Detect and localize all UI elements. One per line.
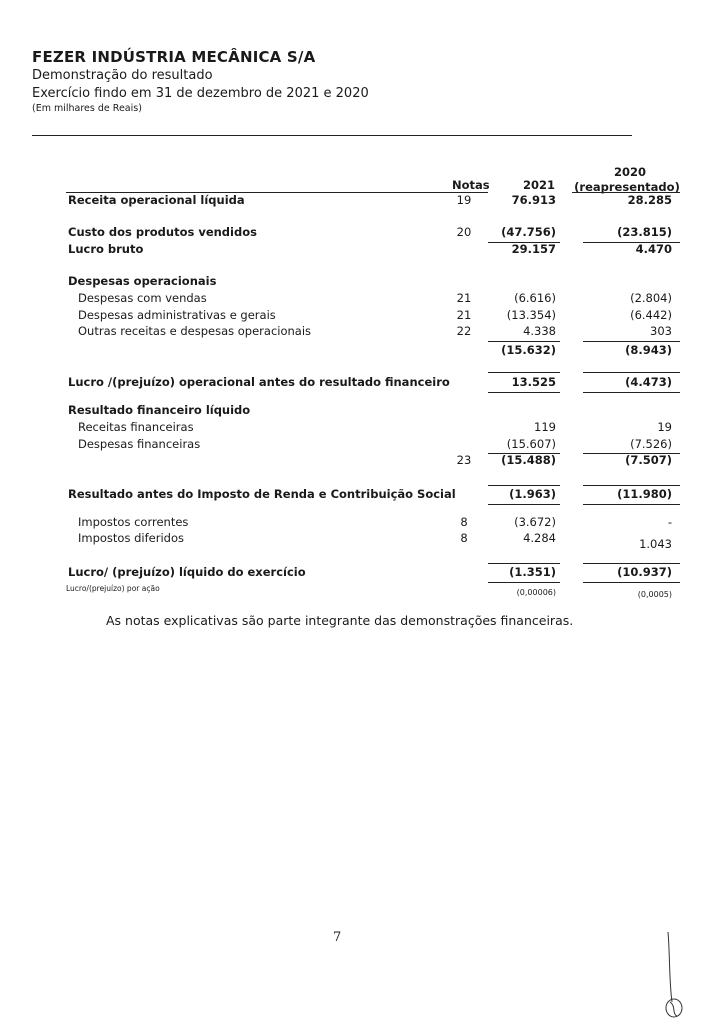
row-value-2020: 1.043 [639, 537, 672, 551]
row-value-2020: - [667, 515, 672, 529]
row-value-2020: 303 [650, 324, 672, 338]
row-value-2021: (6.616) [514, 291, 556, 305]
row-value-2021: (15.632) [501, 343, 556, 357]
row-other-operating [0, 324, 709, 340]
header-underline [66, 192, 488, 193]
row-selling-expenses [0, 291, 709, 307]
row-label: Custo dos produtos vendidos [68, 225, 257, 239]
rule-2021 [488, 453, 560, 454]
column-header-2020: 2020 [613, 165, 646, 179]
row-label: Lucro bruto [68, 242, 144, 256]
row-note: 21 [456, 308, 472, 322]
footnote: As notas explicativas são parte integrante das demonstrações financeiras. [106, 613, 574, 628]
row-label: Despesas com vendas [78, 291, 207, 305]
statement-units: (Em milhares de Reais) [32, 103, 142, 114]
rule-2021 [488, 582, 560, 583]
rule-2020 [583, 485, 680, 486]
row-net-income [0, 565, 709, 581]
row-value-2020: (6.442) [630, 308, 672, 322]
rule-2020 [583, 341, 680, 342]
row-label: Outras receitas e despesas operacionais [78, 324, 312, 338]
row-label: Despesas financeiras [78, 437, 201, 451]
row-value-2021: (3.672) [514, 515, 556, 529]
row-value-2020: 19 [657, 420, 672, 434]
row-operating-expenses-heading [0, 274, 709, 290]
row-value-2020: (7.526) [630, 437, 672, 451]
row-note: 23 [456, 453, 472, 467]
row-value-2021: (0,00006) [516, 588, 556, 597]
row-value-2020: (2.804) [630, 291, 672, 305]
row-value-2021: (47.756) [501, 225, 556, 239]
row-value-2021: (1.351) [509, 565, 556, 579]
rule-2020 [583, 504, 680, 505]
row-earnings-per-share [0, 584, 709, 600]
row-value-2020: (8.943) [625, 343, 672, 357]
row-value-2020: 4.470 [635, 242, 672, 256]
signature-mark [660, 930, 690, 1020]
row-value-2021: 119 [534, 420, 556, 434]
row-financial-expenses [0, 437, 709, 453]
row-value-2021: (1.963) [509, 487, 556, 501]
rule-2020 [583, 453, 680, 454]
row-label: Receitas financeiras [78, 420, 194, 434]
row-value-2020: (11.980) [617, 487, 672, 501]
rule-2021 [488, 341, 560, 342]
row-value-2020: (23.815) [617, 225, 672, 239]
row-value-2021: 4.284 [523, 531, 556, 545]
row-label: Impostos diferidos [78, 531, 184, 545]
rule-2020 [583, 392, 680, 393]
row-deferred-taxes [0, 531, 709, 551]
row-note: 20 [456, 225, 472, 239]
rule-2021 [488, 242, 560, 243]
row-financial-result-heading [0, 403, 709, 419]
page-number: 7 [333, 930, 342, 945]
row-operating-profit [0, 375, 709, 391]
row-admin-expenses [0, 308, 709, 324]
row-note: 21 [456, 291, 472, 305]
row-label: Receita operacional líquida [68, 193, 245, 207]
row-note: 8 [460, 515, 468, 529]
rule-2021 [488, 372, 560, 373]
row-current-taxes [0, 515, 709, 531]
row-value-2020: (0,0005) [637, 590, 672, 599]
row-financial-subtotal [0, 453, 709, 469]
row-note: 22 [456, 324, 472, 338]
row-value-2021: 76.913 [511, 193, 556, 207]
rule-2020 [583, 242, 680, 243]
rule-2020 [583, 372, 680, 373]
row-note: 19 [456, 193, 472, 207]
column-header-2020-note: (reapresentado) [574, 180, 680, 194]
row-value-2021: (15.488) [501, 453, 556, 467]
header-divider [32, 135, 632, 136]
rule-2021 [488, 392, 560, 393]
row-value-2021: (13.354) [506, 308, 556, 322]
row-value-2020: (10.937) [617, 565, 672, 579]
row-result-before-taxes [0, 487, 709, 503]
row-label: Resultado financeiro líquido [68, 403, 251, 417]
rule-2021 [488, 504, 560, 505]
rule-2021 [488, 563, 560, 564]
rule-2020 [583, 563, 680, 564]
row-net-revenue [0, 193, 709, 209]
header-underline-2020 [572, 192, 680, 193]
row-label: Despesas administrativas e gerais [78, 308, 276, 322]
statement-title: Demonstração do resultado [32, 68, 213, 83]
rule-2020 [583, 582, 680, 583]
row-label: Lucro/(prejuízo) por ação [66, 584, 160, 593]
row-value-2021: 29.157 [511, 242, 556, 256]
row-value-2021: 4.338 [523, 324, 556, 338]
row-label: Lucro/ (prejuízo) líquido do exercício [68, 565, 306, 579]
company-name: FEZER INDÚSTRIA MECÂNICA S/A [32, 48, 316, 66]
row-value-2021: (15.607) [506, 437, 556, 451]
row-label: Despesas operacionais [68, 274, 217, 288]
row-value-2020: 28.285 [627, 193, 672, 207]
row-cost-of-goods [0, 225, 709, 241]
row-label: Lucro /(prejuízo) operacional antes do resultado financeiro [68, 375, 450, 389]
rule-2021 [488, 485, 560, 486]
row-financial-income [0, 420, 709, 436]
row-label: Resultado antes do Imposto de Renda e Contribuição Social [68, 487, 456, 501]
row-value-2020: (7.507) [625, 453, 672, 467]
column-header-notes: Notas [452, 178, 490, 192]
statement-period: Exercício findo em 31 de dezembro de 2021 e 2020 [32, 86, 369, 101]
column-header-2021: 2021 [522, 178, 555, 192]
row-value-2020: (4.473) [625, 375, 672, 389]
row-value-2021: 13.525 [511, 375, 556, 389]
row-note: 8 [460, 531, 468, 545]
row-operating-expenses-subtotal [0, 343, 709, 359]
row-label: Impostos correntes [78, 515, 189, 529]
row-gross-profit [0, 242, 709, 258]
